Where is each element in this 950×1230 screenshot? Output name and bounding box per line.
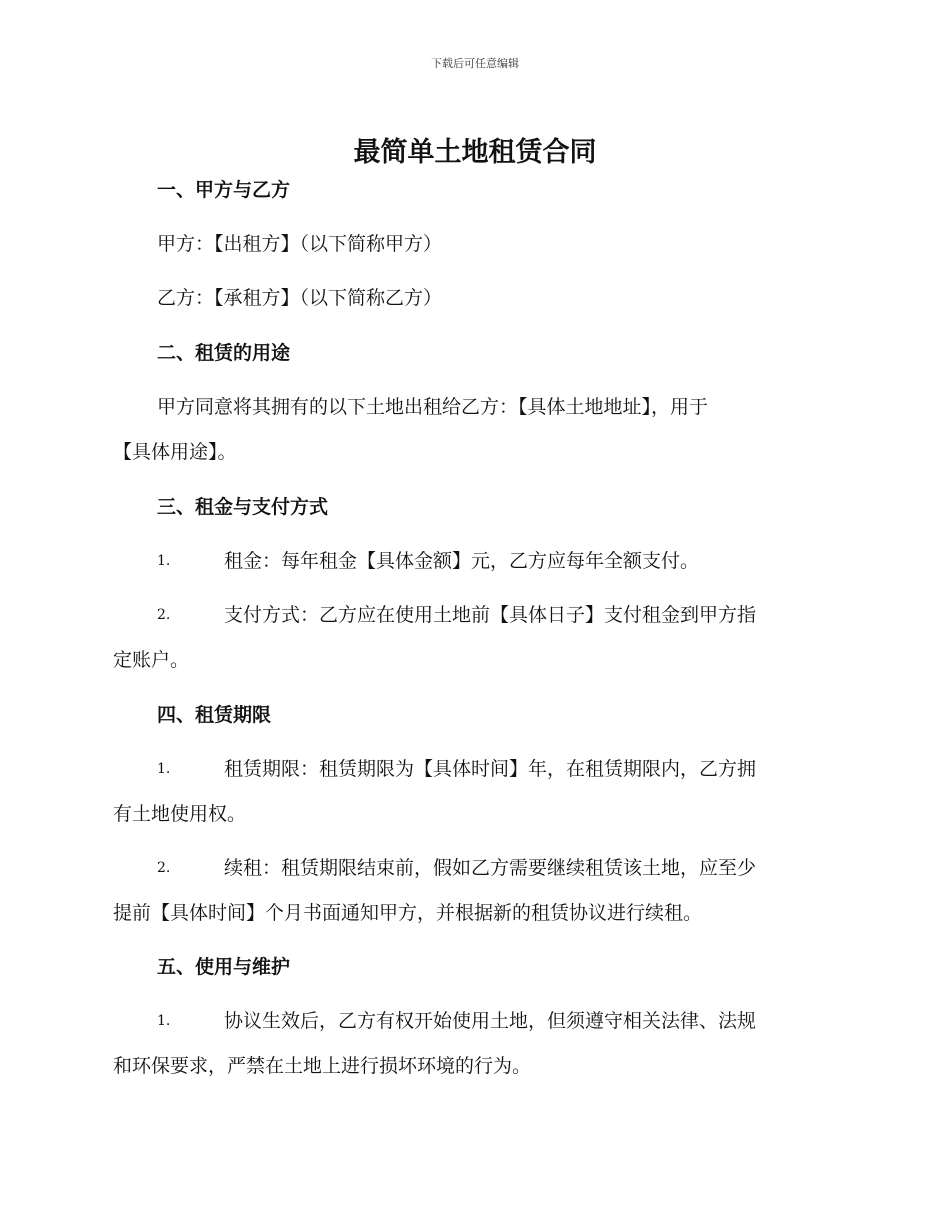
document-title: 最简单土地租赁合同 [353, 137, 597, 168]
party-b-line: 乙方：【承租方】（以下简称乙方） [157, 287, 443, 309]
usage-rules-line-1: 协议生效后，乙方有权开始使用土地，但须遵守相关法律、法规 [224, 1010, 757, 1032]
section-1-heading: 一、甲方与乙方 [157, 179, 291, 201]
list-item-number: 2. [157, 860, 171, 876]
party-a-line: 甲方：【出租方】（以下简称甲方） [157, 233, 443, 255]
list-item-number: 2. [157, 607, 171, 623]
list-item-number: 1. [157, 761, 171, 777]
section-4-heading: 四、租赁期限 [157, 704, 272, 726]
renewal-line-1: 续租：租赁期限结束前，假如乙方需要继续租赁该土地，应至少 [224, 857, 757, 879]
payment-method-line-1: 支付方式：乙方应在使用土地前【具体日子】支付租金到甲方指 [224, 604, 757, 626]
list-item-number: 1. [157, 553, 171, 569]
renewal-line-2: 提前【具体时间】个月书面通知甲方，并根据新的租赁协议进行续租。 [113, 902, 703, 924]
section-5-heading: 五、使用与维护 [157, 956, 291, 978]
rent-amount-line: 租金：每年租金【具体金额】元，乙方应每年全额支付。 [224, 550, 700, 572]
list-item-number: 1. [157, 1013, 171, 1029]
section-3-heading: 三、租金与支付方式 [157, 496, 329, 518]
header-note: 下载后可任意编辑 [431, 57, 519, 70]
payment-method-line-2: 定账户。 [113, 649, 190, 671]
usage-text-line-1: 甲方同意将其拥有的以下土地出租给乙方：【具体土地地址】，用于 [157, 396, 709, 418]
lease-term-line-2: 有土地使用权。 [113, 803, 247, 825]
section-2-heading: 二、租赁的用途 [157, 342, 291, 364]
lease-term-line-1: 租赁期限：租赁期限为【具体时间】年，在租赁期限内，乙方拥 [224, 758, 757, 780]
usage-rules-line-2: 和环保要求，严禁在土地上进行损坏环境的行为。 [113, 1055, 532, 1077]
usage-text-line-2: 【具体用途】。 [113, 441, 237, 463]
